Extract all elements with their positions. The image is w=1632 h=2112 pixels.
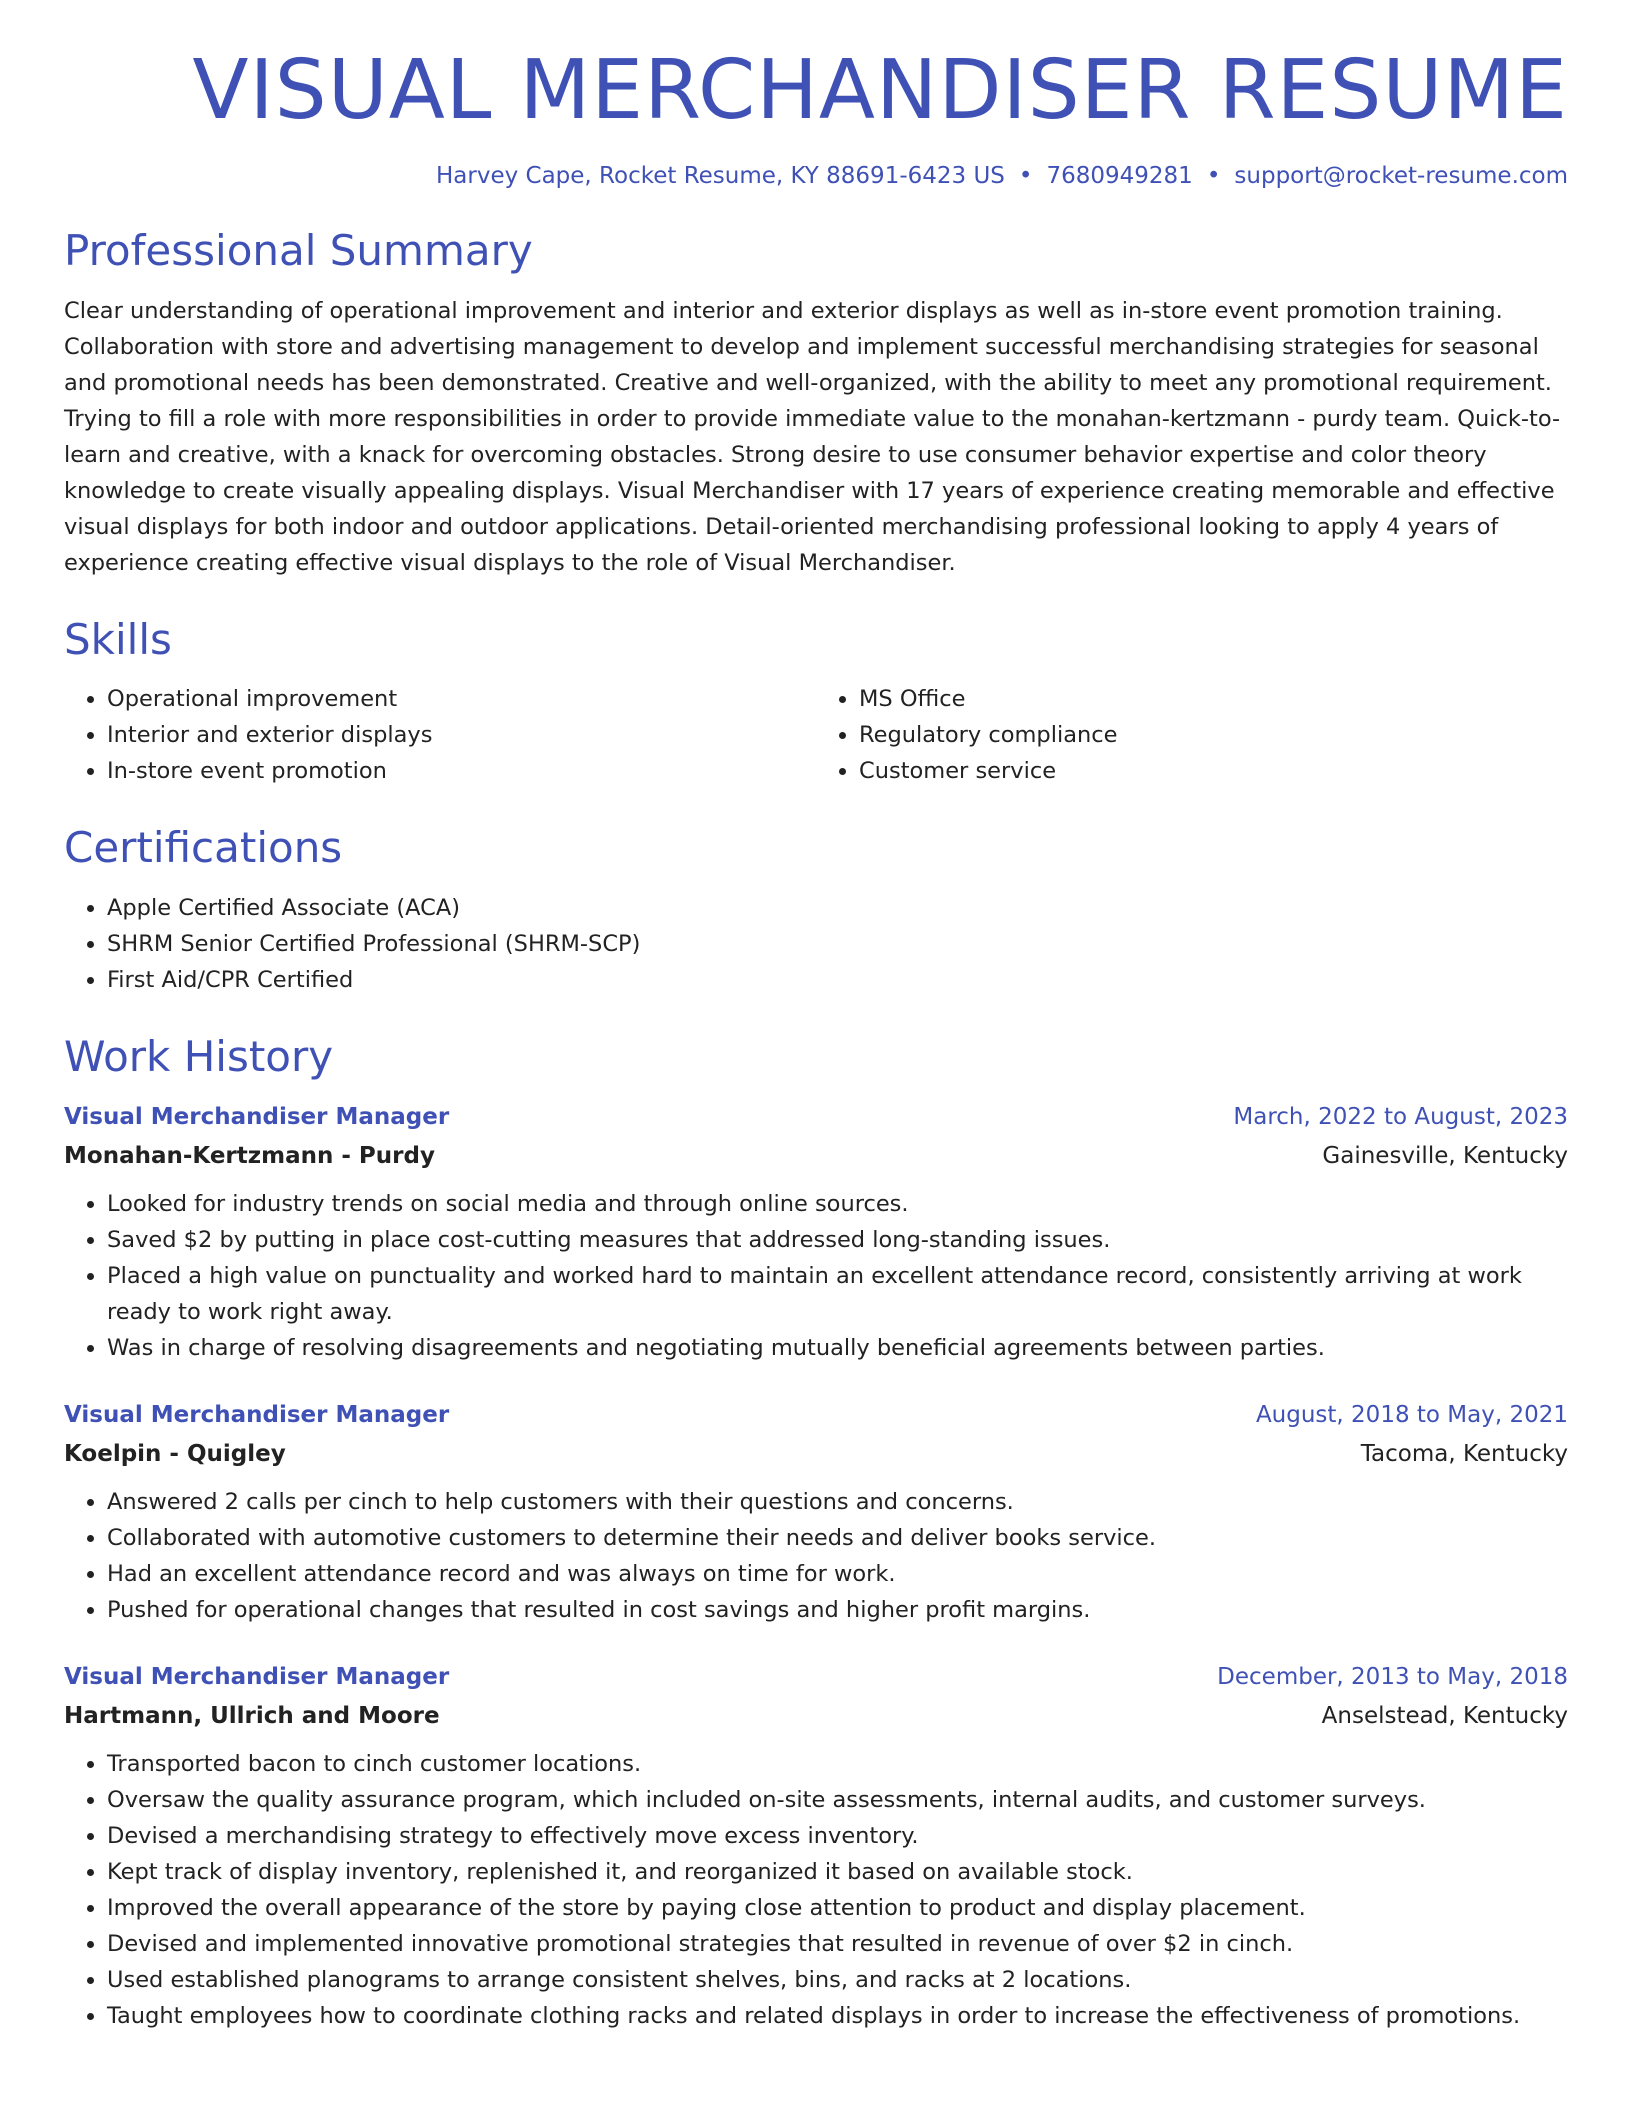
certifications-heading: Certifications	[64, 823, 343, 873]
certification-item: • SHRM Senior Certified Professional (SHRM-SCP)	[107, 926, 1568, 962]
summary-text: Clear understanding of operational improvement and interior and exterior displays as well as in-store event promotion training. Collaboration with store and advertising management to develop and implement successful merchandising strategies for seasonal and promotional needs has been demonstrated. Creative and well-organized, with the ability to meet any promotional requirement. Trying to fill a role with more responsibilities in order to provide immediate value to the monahan-kertzmann - purdy team. Quick-to-learn and creative, with a knack for overcoming obstacles. Strong desire to use consumer behavior expertise and color theory knowledge to create visually appealing displays. Visual Merchandiser with 17 years of experience creating memorable and effective visual displays for both indoor and outdoor applications. Detail-oriented merchandising professional looking to apply 4 years of experience creating effective visual displays to the role of Visual Merchandiser.	[64, 297, 1561, 576]
job-location: Tacoma, Kentucky	[1360, 1441, 1568, 1468]
job-company: Hartmann, Ullrich and Moore	[64, 1703, 440, 1730]
job-bullet: • Transported bacon to cinch customer locations.	[107, 1746, 1568, 1782]
skill-item: • Operational improvement	[107, 681, 816, 717]
job-location: Gainesville, Kentucky	[1322, 1143, 1568, 1170]
job-bullets	[64, 1746, 1568, 2034]
job-title-row	[64, 1396, 1568, 1434]
job-bullet: • Saved $2 by putting in place cost-cutting measures that addressed long-standing issues.	[107, 1222, 1568, 1258]
job-company-row	[64, 1696, 1568, 1736]
job-title-row	[64, 1098, 1568, 1136]
job-bullet: • Oversaw the quality assurance program, which included on-site assessments, internal audits, and customer surveys.	[107, 1782, 1568, 1818]
contact-separator: •	[1206, 163, 1221, 190]
job-entry	[64, 1658, 1568, 2034]
job-company-row	[64, 1136, 1568, 1176]
job-bullet: • Placed a high value on punctuality and worked hard to maintain an excellent attendance record, consistently arriving at work ready to work right away.	[107, 1258, 1568, 1330]
skill-item: • MS Office	[859, 681, 1568, 717]
job-title: Visual Merchandiser Manager	[64, 1402, 450, 1429]
skill-item: • Interior and exterior displays	[107, 717, 816, 753]
contact-separator: •	[1018, 163, 1033, 190]
job-bullet: • Devised and implemented innovative promotional strategies that resulted in revenue of over $2 in cinch.	[107, 1926, 1568, 1962]
skills-heading: Skills	[64, 614, 172, 664]
job-bullet: • Devised a merchandising strategy to effectively move excess inventory.	[107, 1818, 1568, 1854]
job-bullet: • Was in charge of resolving disagreements and negotiating mutually beneficial agreements between parties.	[107, 1330, 1568, 1366]
job-bullets	[64, 1186, 1568, 1366]
skills-list	[64, 681, 1568, 789]
job-title-row	[64, 1658, 1568, 1696]
job-entry	[64, 1098, 1568, 1366]
certifications-list	[64, 890, 1568, 998]
summary-heading: Professional Summary	[64, 226, 533, 276]
certification-item: • Apple Certified Associate (ACA)	[107, 890, 1568, 926]
skills-column-left	[64, 681, 816, 789]
job-entry	[64, 1396, 1568, 1628]
work-history-heading: Work History	[64, 1031, 334, 1081]
skills-column-right	[816, 681, 1568, 789]
job-bullet: • Collaborated with automotive customers to determine their needs and deliver books service.	[107, 1520, 1568, 1556]
job-company: Monahan-Kertzmann - Purdy	[64, 1143, 435, 1170]
job-company: Koelpin - Quigley	[64, 1441, 286, 1468]
job-bullet: • Used established planograms to arrange consistent shelves, bins, and racks at 2 locations.	[107, 1962, 1568, 1998]
job-bullet: • Looked for industry trends on social media and through online sources.	[107, 1186, 1568, 1222]
job-dates: August, 2018 to May, 2021	[1255, 1402, 1568, 1429]
skill-item: • In-store event promotion	[107, 753, 816, 789]
job-bullet: • Pushed for operational changes that resulted in cost savings and higher profit margins.	[107, 1592, 1568, 1628]
job-location: Anselstead, Kentucky	[1321, 1703, 1568, 1730]
contact-phone: 7680949281	[1046, 163, 1193, 190]
job-dates: December, 2013 to May, 2018	[1217, 1664, 1568, 1691]
job-company-row	[64, 1434, 1568, 1474]
job-bullet: • Answered 2 calls per cinch to help customers with their questions and concerns.	[107, 1484, 1568, 1520]
skill-item: • Regulatory compliance	[859, 717, 1568, 753]
resume-title: VISUAL MERCHANDISER RESUME	[192, 43, 1568, 138]
job-bullet: • Kept track of display inventory, replenished it, and reorganized it based on available stock.	[107, 1854, 1568, 1890]
contact-line	[64, 160, 1568, 192]
job-bullet: • Had an excellent attendance record and was always on time for work.	[107, 1556, 1568, 1592]
job-bullet: • Improved the overall appearance of the store by paying close attention to product and display placement.	[107, 1890, 1568, 1926]
skill-item: • Customer service	[859, 753, 1568, 789]
contact-email[interactable]: support@rocket-resume.com	[1234, 163, 1568, 190]
contact-address: Harvey Cape, Rocket Resume, KY 88691-6423 US	[436, 163, 1005, 190]
job-title: Visual Merchandiser Manager	[64, 1664, 450, 1691]
job-bullets	[64, 1484, 1568, 1628]
job-title: Visual Merchandiser Manager	[64, 1104, 450, 1131]
certification-item: • First Aid/CPR Certified	[107, 962, 1568, 998]
job-bullet: • Taught employees how to coordinate clothing racks and related displays in order to increase the effectiveness of promotions.	[107, 1998, 1568, 2034]
job-dates: March, 2022 to August, 2023	[1233, 1104, 1568, 1131]
